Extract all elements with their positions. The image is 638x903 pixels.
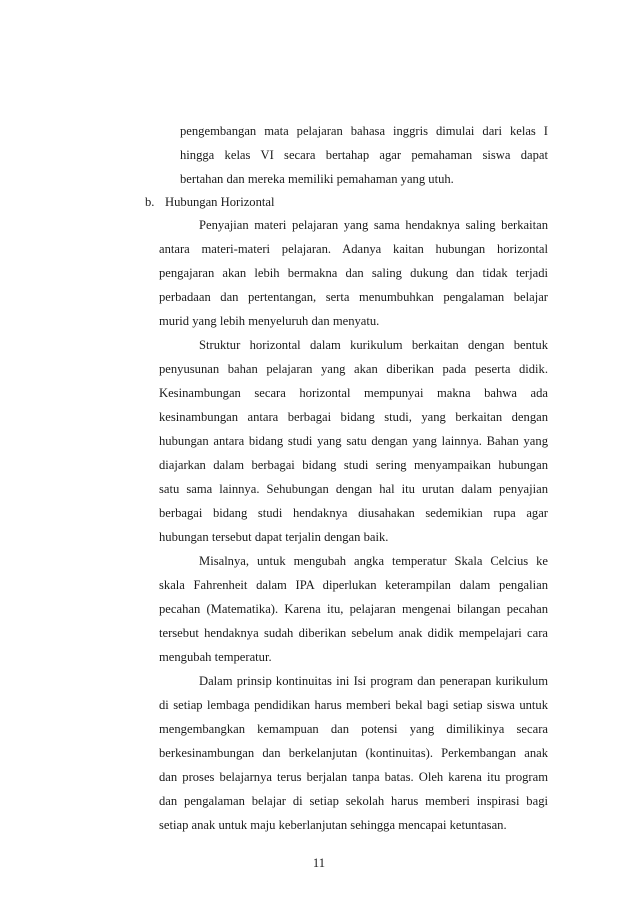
text-line: berbagai bidang studi hendaknya diusahakan sedemikian rupa agar bbox=[159, 506, 548, 520]
text-line: pengembangan mata pelajaran bahasa inggris dimulai dari kelas I bbox=[180, 124, 548, 138]
text-line: satu sama lainnya. Sehubungan dengan hal itu urutan dalam penyajian bbox=[159, 482, 548, 496]
text-line: Dalam prinsip kontinuitas ini Isi program dan penerapan kurikulum bbox=[199, 674, 548, 688]
section-title: Hubungan Horizontal bbox=[165, 195, 275, 209]
text-line: skala Fahrenheit dalam IPA diperlukan keterampilan dalam pengalian bbox=[159, 578, 548, 592]
text-line: Struktur horizontal dalam kurikulum berkaitan dengan bentuk bbox=[199, 338, 548, 352]
text-line: murid yang lebih menyeluruh dan menyatu. bbox=[159, 314, 380, 328]
text-line: hingga kelas VI secara bertahap agar pemahaman siswa dapat bbox=[180, 148, 548, 162]
text-line: antara materi-materi pelajaran. Adanya kaitan hubungan horizontal bbox=[159, 242, 548, 256]
section-marker: b. bbox=[145, 195, 155, 209]
text-line: mengembangkan kemampuan dan potensi yang dimilikinya secara bbox=[159, 722, 548, 736]
text-line: tersebut hendaknya sudah diberikan sebelum anak didik mempelajari cara bbox=[159, 626, 548, 640]
text-line: mengubah temperatur. bbox=[159, 650, 272, 664]
text-line: Misalnya, untuk mengubah angka temperatur Skala Celcius ke bbox=[199, 554, 548, 568]
text-line: bertahan dan mereka memiliki pemahaman yang utuh. bbox=[180, 172, 454, 186]
text-line: diajarkan dalam berbagai bidang studi sering menyampaikan hubungan bbox=[159, 458, 548, 472]
page-number: 11 bbox=[312, 856, 326, 870]
text-line: pecahan (Matematika). Karena itu, pelajaran mengenai bilangan pecahan bbox=[159, 602, 548, 616]
text-line: setiap anak untuk maju keberlanjutan sehingga mencapai ketuntasan. bbox=[159, 818, 507, 832]
text-line: Kesinambungan secara horizontal mempunyai makna bahwa ada bbox=[159, 386, 548, 400]
text-line: hubungan tersebut dapat terjalin dengan baik. bbox=[159, 530, 389, 544]
text-line: berkesinambungan dan berkelanjutan (kontinuitas). Perkembangan anak bbox=[159, 746, 548, 760]
text-line: dan proses belajarnya terus berjalan tanpa batas. Oleh karena itu program bbox=[159, 770, 548, 784]
text-line: dan pengalaman belajar di setiap sekolah harus memberi inspirasi bagi bbox=[159, 794, 548, 808]
text-line: kesinambungan antara berbagai bidang studi, yang berkaitan dengan bbox=[159, 410, 548, 424]
text-line: pengajaran akan lebih bermakna dan saling dukung dan tidak terjadi bbox=[159, 266, 548, 280]
text-line: Penyajian materi pelajaran yang sama hendaknya saling berkaitan bbox=[199, 218, 548, 232]
text-line: penyusunan bahan pelajaran yang akan diberikan pada peserta didik. bbox=[159, 362, 548, 376]
text-line: hubungan antara bidang studi yang satu dengan yang lainnya. Bahan yang bbox=[159, 434, 548, 448]
text-line: di setiap lembaga pendidikan harus memberi bekal bagi setiap siswa untuk bbox=[159, 698, 548, 712]
text-line: perbadaan dan pertentangan, serta menumbuhkan pengalaman belajar bbox=[159, 290, 548, 304]
